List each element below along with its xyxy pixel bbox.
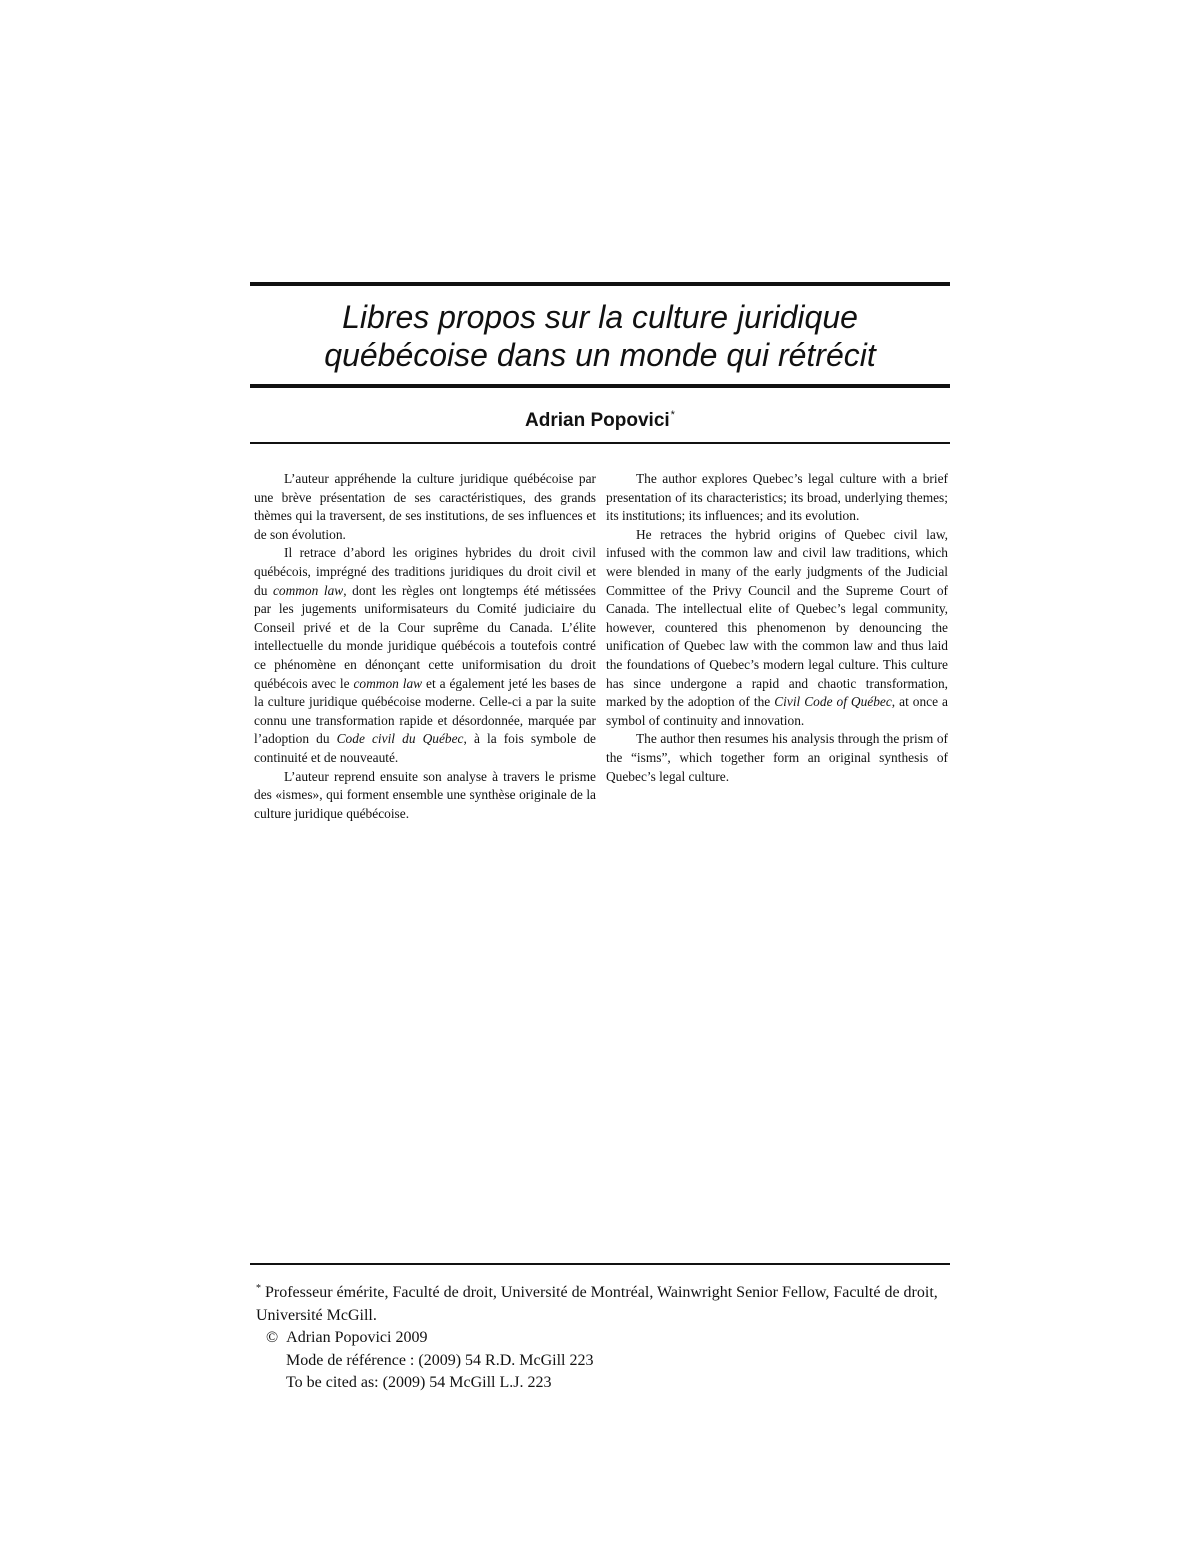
author-byline xyxy=(250,403,950,433)
copyright-text: Adrian Popovici 2009 xyxy=(286,1329,428,1346)
abstract-french xyxy=(254,470,596,823)
author-footnote xyxy=(256,1278,950,1327)
footnote-marker: * xyxy=(256,1283,261,1294)
abstract-en-paragraph-1: The author explores Quebec’s legal culture with a brief presentation of its characteristics; its broad, underlying themes; its institutions; its influences; and its evolution. xyxy=(606,471,948,524)
abstract-fr-paragraph-1: L’auteur appréhende la culture juridique québécoise par une brève présentation de ses caractéristiques, des grands thèmes qui la traversent, de ses institutions, de ses influences et de son évolution. xyxy=(254,471,596,542)
text-run: et a également jeté les bases de la culture juridique québécoise moderne. Celle-ci a par la suite connu une transformation rapide et désordonnée, marquée par l’adoption du xyxy=(254,675,596,747)
copyright-icon: © xyxy=(266,1329,279,1346)
text-run: , à la fois symbole de continuité et de nouveauté. xyxy=(254,731,597,765)
citation-english: To be cited as: (2009) 54 McGill L.J. 223 xyxy=(286,1374,552,1391)
text-run: He retraces the hybrid origins of Quebec civil law, infused with the common law and civil law traditions, which were blended in many of the early judgments of the Judicial Committee of the Privy Council and the Supreme Court of Canada. The intellectual elite of Quebec’s legal community, however, countered this phenomenon by denouncing the unification of Quebec law with the common law and thus laid the foundations of Quebec’s modern legal culture. This culture has since undergone a rapid and chaotic transformation, marked by the adoption of the xyxy=(606,526,948,710)
text-run: Il retrace d’abord les origines hybrides du droit civil québécois, imprégné des traditions juridiques du droit civil et du xyxy=(254,545,596,598)
abstract-en-paragraph-3: The author then resumes his analysis through the prism of the “isms”, which together form an original synthesis of Quebec’s legal culture. xyxy=(606,731,948,784)
italic-term: Code civil du Québec xyxy=(336,731,464,747)
text-run: , at once a symbol of continuity and innovation. xyxy=(606,694,948,728)
title-top-rule xyxy=(250,282,950,286)
copyright-line xyxy=(256,1327,950,1350)
footnote-text: Professeur émérite, Faculté de droit, Université de Montréal, Wainwright Senior Fellow, Faculté de droit, Université McGill. xyxy=(256,1284,938,1324)
citation-french: Mode de référence : (2009) 54 R.D. McGill 223 xyxy=(286,1351,594,1369)
abstract-english xyxy=(606,470,948,786)
abstract-fr-paragraph-3: L’auteur reprend ensuite son analyse à travers le prisme des «ismes», qui forment ensemble une synthèse originale de la culture juridique québécoise. xyxy=(254,768,596,821)
italic-term: common law xyxy=(353,675,423,691)
author-name: Adrian Popovici xyxy=(525,410,670,431)
abstract-fr-paragraph-2 xyxy=(254,544,596,767)
author-rule xyxy=(250,442,950,444)
title-line-1: Libres propos sur la culture juridique xyxy=(342,299,858,335)
article-title xyxy=(250,298,950,374)
abstract-en-paragraph-2 xyxy=(606,526,948,731)
author-footnote-marker[interactable]: * xyxy=(670,409,675,421)
footnote-rule xyxy=(250,1263,950,1265)
italic-term: common law xyxy=(272,582,344,598)
footnotes xyxy=(256,1278,950,1395)
title-bottom-rule xyxy=(250,384,950,388)
title-line-2: québécoise dans un monde qui rétrécit xyxy=(324,337,876,373)
italic-term: Civil Code of Québec xyxy=(774,694,892,710)
text-run: , dont les règles ont longtemps été métissées par les jugements uniformisateurs du Comité judiciaire du Conseil privé et de la Cour suprême du Canada. L’élite intellectuelle du monde juridique québécois a toutefois contré ce phénomène en dénonçant cette uniformisation du droit québécois avec le xyxy=(254,582,596,691)
